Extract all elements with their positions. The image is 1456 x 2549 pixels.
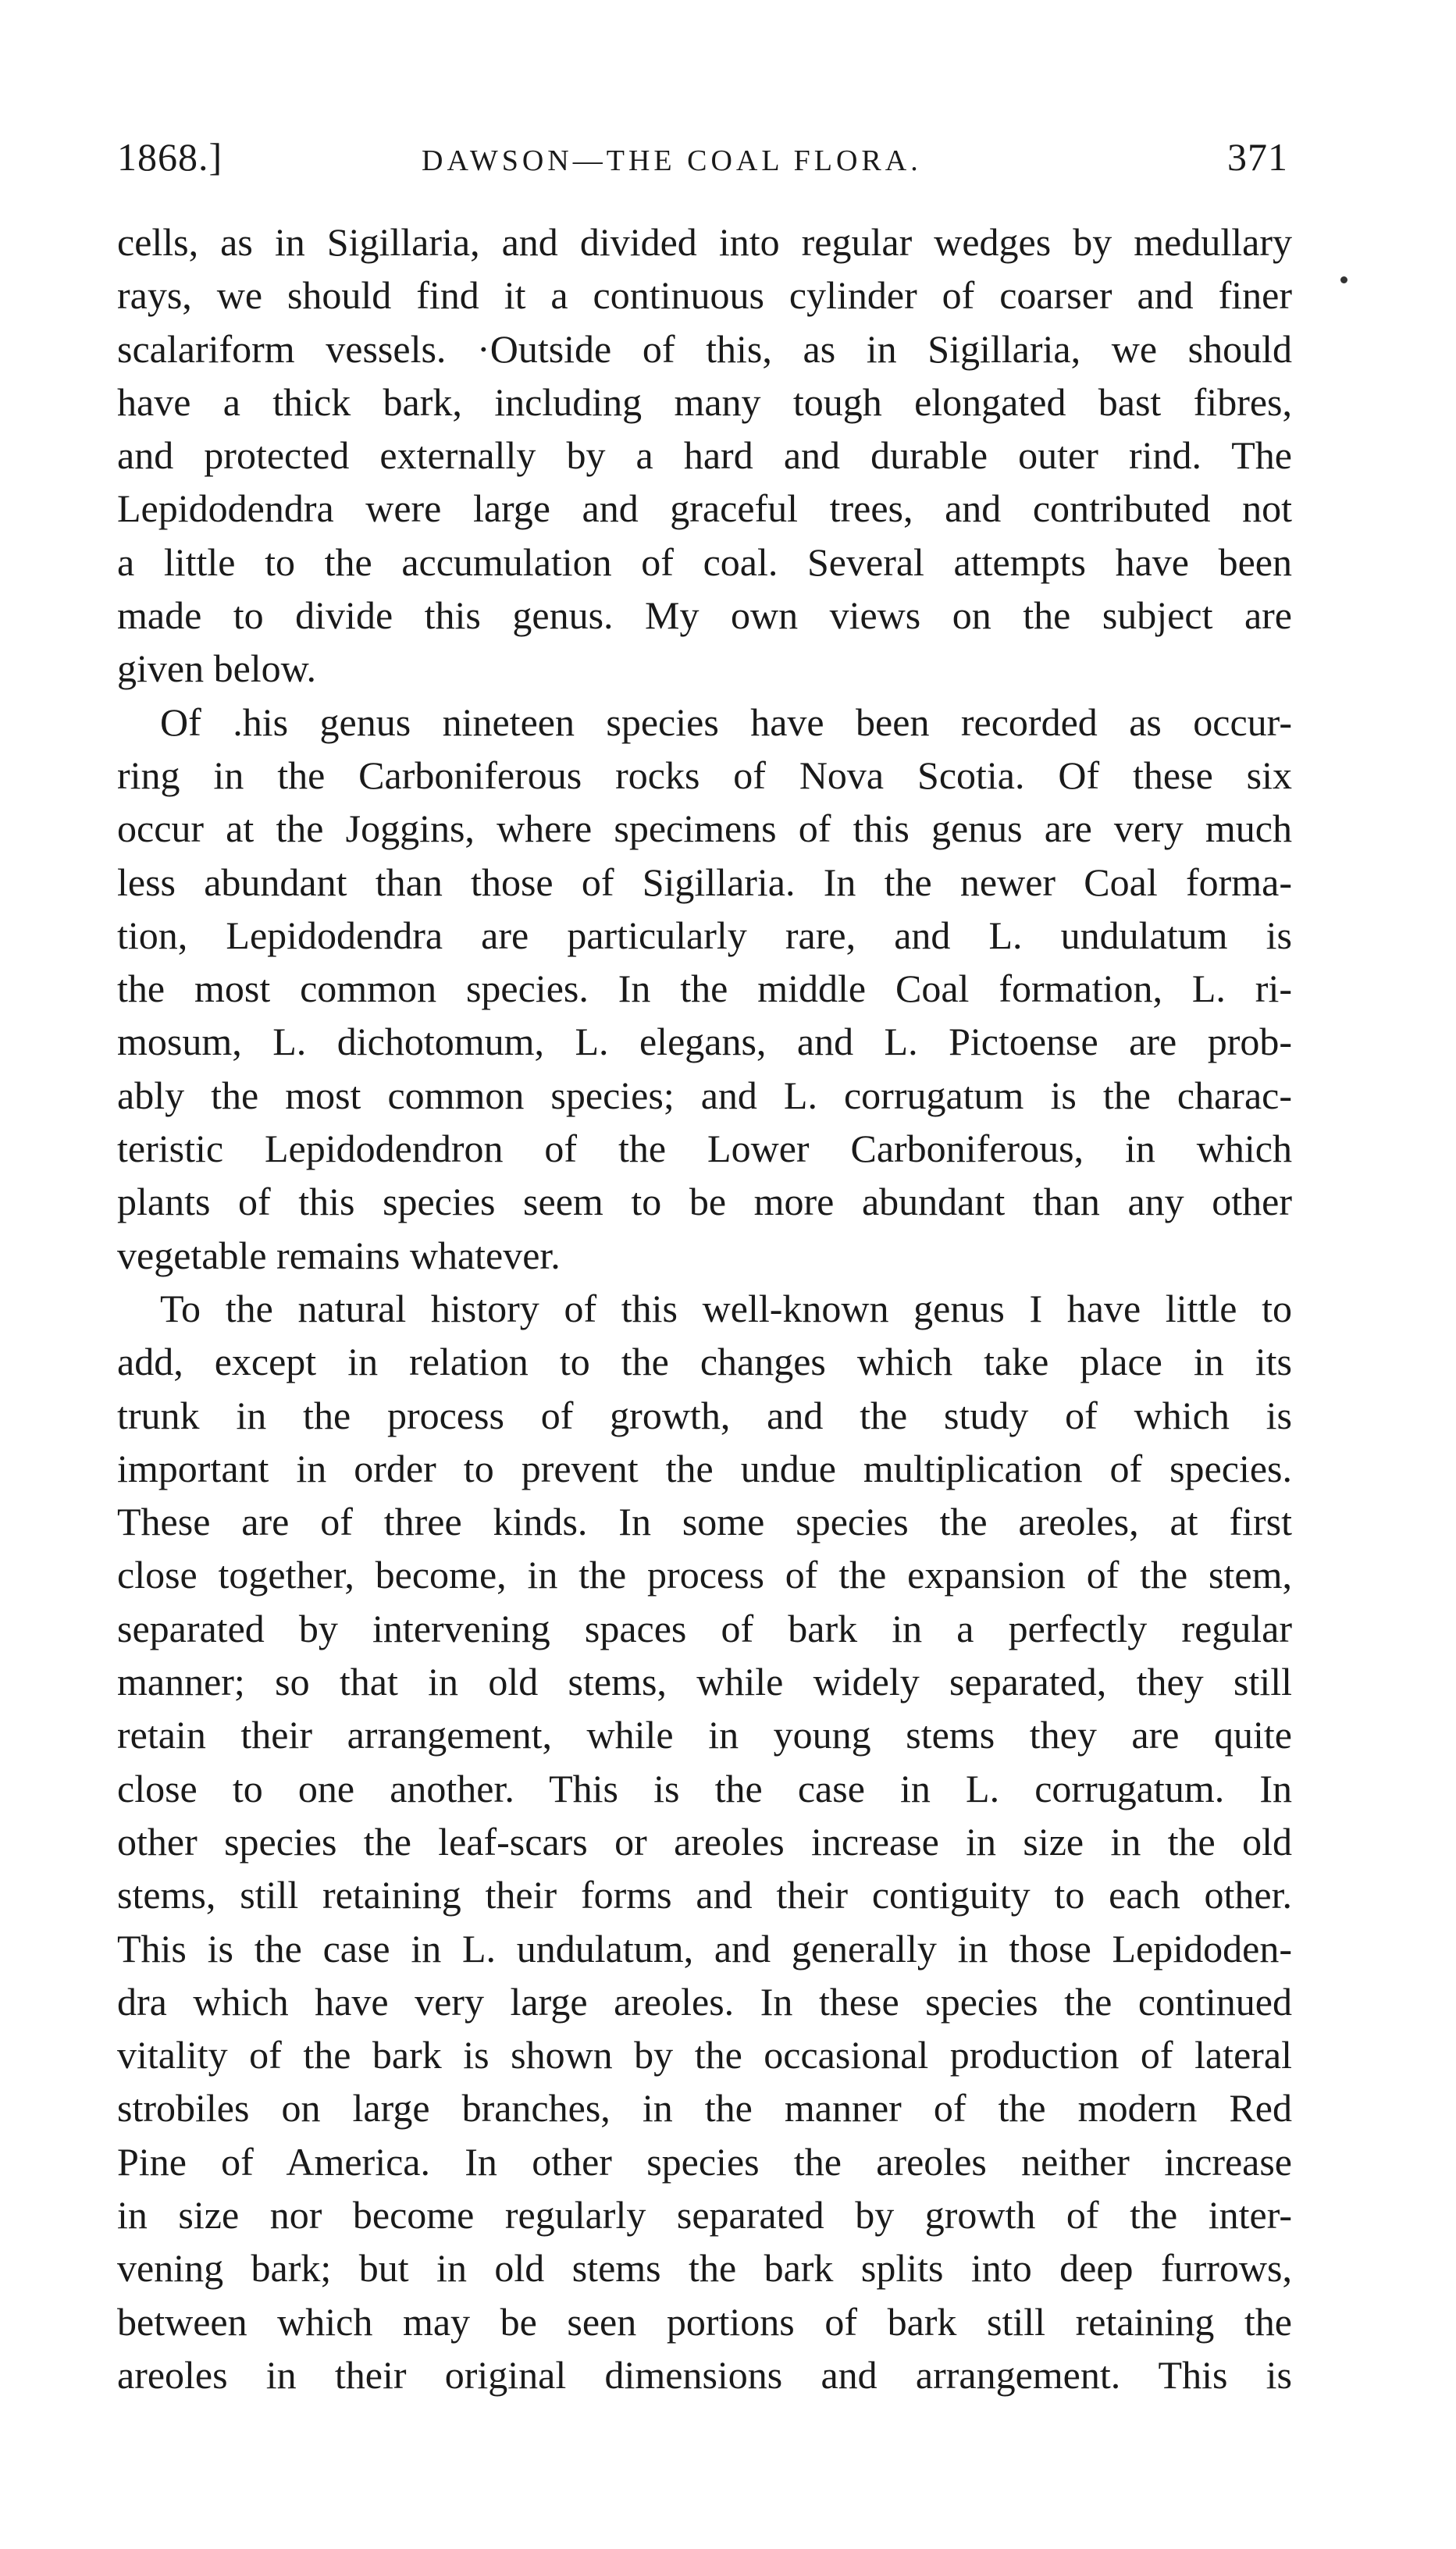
text-line: vegetable remains whatever. (117, 1233, 561, 1277)
text-line: areoles in their original dimensions and arrangement. This is (117, 2352, 1292, 2397)
body-text (117, 215, 1292, 2401)
text-line: dra which have very large areoles. In these species the continued (117, 1979, 1292, 2024)
page-number: 371 (1227, 135, 1288, 179)
text-line: vitality of the bark is shown by the occasional production of lateral (117, 2033, 1292, 2077)
text-line: plants of this species seem to be more abundant than any other (117, 1180, 1292, 1224)
text-line: a little to the accumulation of coal. Several attempts have been (117, 539, 1292, 584)
text-line: close together, become, in the process of the expansion of the stem, (117, 1553, 1292, 1597)
text-line: These are of three kinds. In some species the areoles, at first (117, 1500, 1292, 1544)
text-line: To the natural history of this well-known genus I have little to (160, 1286, 1292, 1330)
text-line: between which may be seen portions of bark still retaining the (117, 2299, 1292, 2344)
text-line: ring in the Carboniferous rocks of Nova Scotia. Of these six (117, 753, 1292, 797)
text-line: strobiles on large branches, in the manner of the modern Red (117, 2086, 1292, 2131)
text-line: mosum, L. dichotomum, L. elegans, and L. Pictoense are prob- (117, 1020, 1292, 1064)
text-line: cells, as in Sigillaria, and divided into regular wedges by medullary (117, 220, 1292, 264)
text-line: close to one another. This is the case in L. corrugatum. In (117, 1766, 1292, 1810)
text-line: important in order to prevent the undue multiplication of species. (117, 1446, 1292, 1490)
text-line: retain their arrangement, while in young stems they are quite (117, 1713, 1292, 1757)
header-title: DAWSON—THE COAL FLORA. (422, 144, 922, 177)
text-line: scalariform vessels. ·Outside of this, as in Sigillaria, we should (117, 326, 1292, 371)
text-line: vening bark; but in old stems the bark splits into deep furrows, (117, 2246, 1292, 2291)
text-line: manner; so that in old stems, while widely separated, they still (117, 1660, 1292, 1704)
text-line: the most common species. In the middle Coal formation, L. ri- (117, 967, 1292, 1011)
text-line: Lepidodendra were large and graceful trees, and contributed not (117, 486, 1292, 531)
text-line: add, except in relation to the changes which take place in its (117, 1340, 1292, 1384)
text-line: other species the leaf-scars or areoles increase in size in the old (117, 1819, 1292, 1864)
text-line: teristic Lepidodendron of the Lower Carboniferous, in which (117, 1127, 1292, 1171)
margin-speck (1340, 276, 1347, 283)
text-line: stems, still retaining their forms and their contiguity to each other. (117, 1873, 1292, 1917)
text-line: tion, Lepidodendra are particularly rare, and L. undulatum is (117, 913, 1292, 957)
text-line: Of .his genus nineteen species have been recorded as occur- (160, 700, 1292, 744)
text-line: separated by intervening spaces of bark in a perfectly regular (117, 1606, 1292, 1650)
text-line: Pine of America. In other species the areoles neither increase (117, 2139, 1292, 2184)
text-line: less abundant than those of Sigillaria. In the newer Coal forma- (117, 860, 1292, 904)
text-line: have a thick bark, including many tough elongated bast fibres, (117, 379, 1292, 424)
text-line: and protected externally by a hard and durable outer rind. The (117, 433, 1292, 478)
running-head (117, 134, 1288, 197)
header-year: 1868.] (117, 135, 223, 179)
text-line: ably the most common species; and L. corrugatum is the charac- (117, 1073, 1292, 1117)
text-line: rays, we should find it a continuous cylinder of coarser and finer (117, 273, 1292, 318)
text-line: occur at the Joggins, where specimens of this genus are very much (117, 806, 1292, 851)
text-line: in size nor become regularly separated by growth of the inter- (117, 2192, 1292, 2237)
text-line: given below. (117, 646, 317, 691)
text-line: trunk in the process of growth, and the study of which is (117, 1393, 1292, 1437)
text-line: This is the case in L. undulatum, and generally in those Lepidoden- (117, 1926, 1292, 1970)
text-line: made to divide this genus. My own views on the subject are (117, 593, 1292, 638)
